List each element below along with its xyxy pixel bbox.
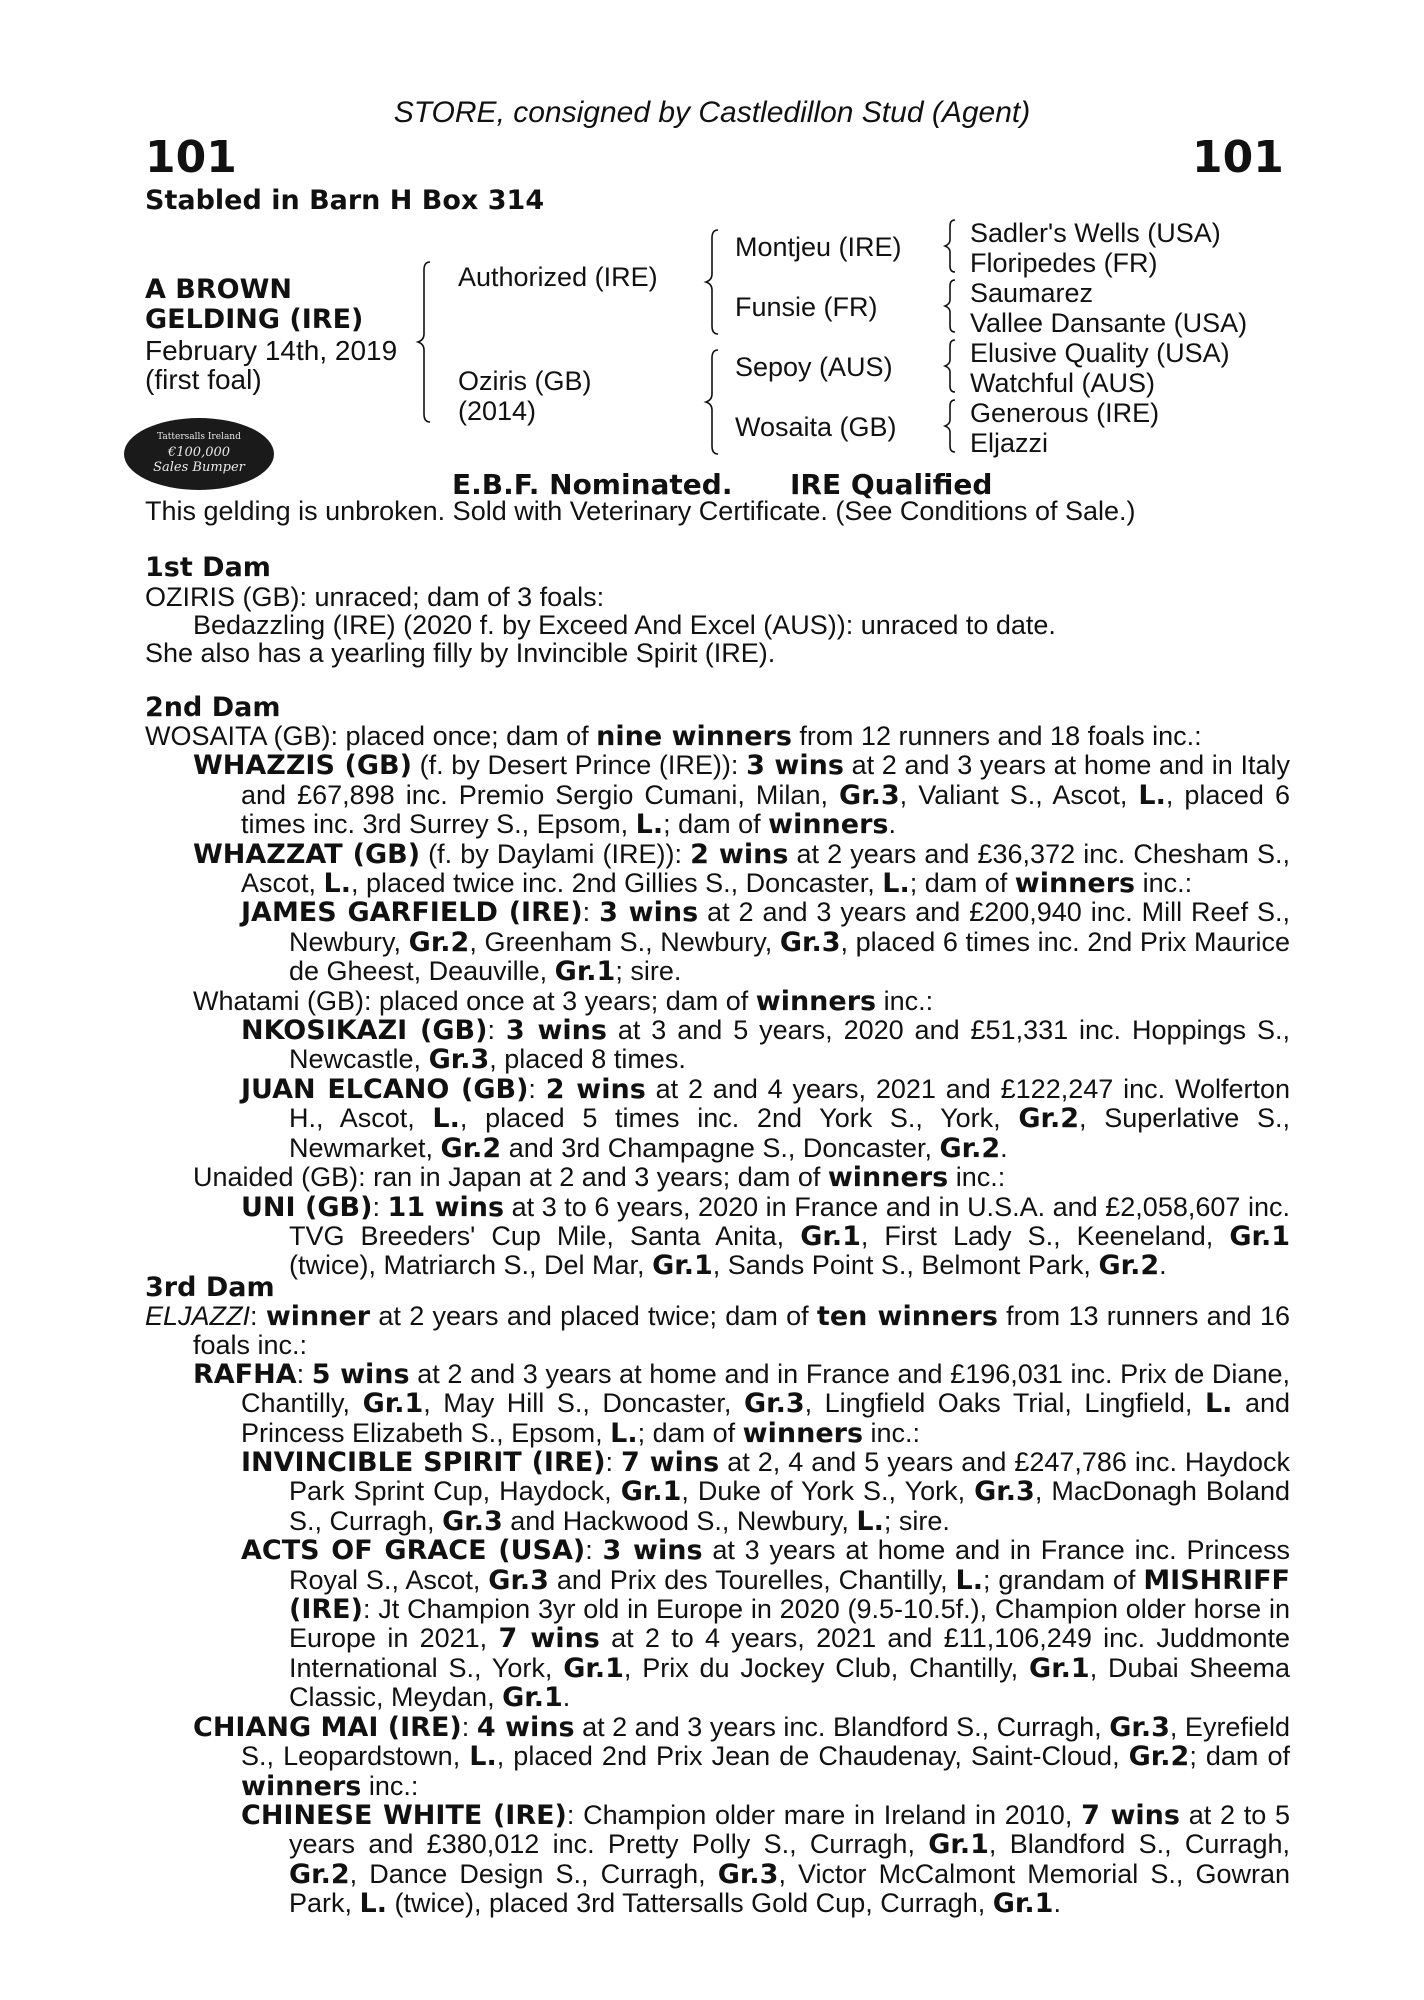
- dam-sire: Sepoy (AUS): [735, 352, 893, 382]
- ggs-2: Floripedes (FR): [970, 248, 1158, 278]
- dam: Oziris (GB): [458, 366, 592, 396]
- dam-dam: Wosaita (GB): [735, 412, 897, 442]
- sales-bumper-logo: [124, 418, 274, 490]
- ggs-5: Elusive Quality (USA): [970, 338, 1230, 368]
- ebf-nominated: E.B.F. Nominated.: [452, 468, 733, 501]
- entry-whazzis: WHAZZIS (GB) (f. by Desert Prince (IRE)): 3 wins at 2 and 3 years at home and in Italy and £67,898 inc. Premio Sergio Cumani, Milan, Gr.3, Valiant S., Ascot, L., placed 6 times inc. 3rd Surrey S., Epsom, L.; dam of winners.: [193, 750, 1290, 841]
- third-dam-heading: 3rd Dam: [145, 1272, 275, 1303]
- logo-top-text: Tattersalls Ireland: [157, 432, 241, 442]
- foaling-date: February 14th, 2019: [145, 335, 398, 366]
- ggs-1: Sadler's Wells (USA): [970, 218, 1221, 248]
- horse-description-line1: A BROWN: [145, 274, 292, 305]
- brace-g1: [945, 220, 955, 272]
- foal-note: (first foal): [145, 364, 262, 395]
- ggs-6: Watchful (AUS): [970, 368, 1156, 398]
- entry-james-garfield: JAMES GARFIELD (IRE): 3 wins at 2 and 3 years and £200,940 inc. Mill Reef S., Newbury, Gr.2, Greenham S., Newbury, Gr.3, placed 6 times inc. 2nd Prix Maurice de Gheest, Deauville, Gr.1; sire.: [241, 897, 1290, 988]
- brace-g4: [945, 400, 955, 452]
- lot-number-left: 101: [145, 132, 237, 183]
- first-dam-also: She also has a yearling filly by Invincible Spirit (IRE).: [145, 638, 776, 668]
- horse-description-line2: GELDING (IRE): [145, 304, 364, 335]
- entry-juan-elcano: JUAN ELCANO (GB): 2 wins at 2 and 4 years, 2021 and £122,247 inc. Wolferton H., Ascot, L., placed 5 times inc. 2nd York S., York, Gr.2, Superlative S., Newmarket, Gr.2 and 3rd Champagne S., Doncaster, Gr.2.: [241, 1073, 1290, 1164]
- logo-line1: €100,000: [167, 445, 231, 460]
- sire-dam: Funsie (FR): [735, 292, 878, 322]
- entry-chinese-white: CHINESE WHITE (IRE): Champion older mare in Ireland in 2010, 7 wins at 2 to 5 years and £380,012 inc. Pretty Polly S., Curragh, Gr.1, Blandford S., Curragh, Gr.2, Dance Design S., Curragh, Gr.3, Victor McCalmont Memorial S., Gowran Park, L. (twice), placed 3rd Tattersalls Gold Cup, Curragh, Gr.1.: [241, 1799, 1290, 1920]
- brace-main: [418, 262, 430, 422]
- second-dam-intro: WOSAITA (GB): placed once; dam of nine winners from 12 runners and 18 foals inc.:: [145, 721, 1202, 752]
- first-dam-foal: Bedazzling (IRE) (2020 f. by Exceed And Excel (AUS)): unraced to date.: [193, 610, 1056, 640]
- entry-rafha: RAFHA: 5 wins at 2 and 3 years at home and in France and £196,031 inc. Prix de Diane, Chantilly, Gr.1, May Hill S., Doncaster, Gr.3, Lingfield Oaks Trial, Lingfield, L. and Princess Elizabeth S., Epsom, L.; dam of winners inc.:: [193, 1358, 1290, 1449]
- ggs-4: Vallee Dansante (USA): [970, 308, 1248, 338]
- entry-acts-of-grace: ACTS OF GRACE (USA): 3 wins at 3 years at home and in France inc. Princess Royal S., Ascot, Gr.3 and Prix des Tourelles, Chantilly, L.; grandam of MISHRIFF (IRE): Jt Champion 3yr old in Europe in 2020 (9.5-10.5f.), Champion older horse in Europe in 2021, 7 wins at 2 to 4 years, 2021 and £11,106,249 inc. Juddmonte International S., York, Gr.1, Prix du Jockey Club, Chantilly, Gr.1, Dubai Sheema Classic, Meydan, Gr.1.: [241, 1535, 1290, 1714]
- consignment-line: STORE, consigned by Castledillon Stud (Agent): [393, 96, 1031, 129]
- entry-nkosikazi: NKOSIKAZI (GB): 3 wins at 3 and 5 years, 2020 and £51,331 inc. Hoppings S., Newcastle, Gr.3, placed 8 times.: [241, 1015, 1290, 1076]
- lot-number-right: 101: [1192, 132, 1284, 183]
- entry-whazzat: WHAZZAT (GB) (f. by Daylami (IRE)): 2 wins at 2 years and £36,372 inc. Chesham S., Ascot, L., placed twice inc. 2nd Gillies S., Doncaster, L.; dam of winners inc.:: [193, 838, 1290, 900]
- entry-chiang-mai: CHIANG MAI (IRE): 4 wins at 2 and 3 years inc. Blandford S., Curragh, Gr.3, Eyrefield S., Leopardstown, L., placed 2nd Prix Jean de Chaudenay, Saint-Cloud, Gr.2; dam of winners inc.:: [193, 1711, 1290, 1802]
- sire-sire: Montjeu (IRE): [735, 232, 902, 262]
- entry-invincible-spirit: INVINCIBLE SPIRIT (IRE): 7 wins at 2, 4 and 5 years and £247,786 inc. Haydock Park Sprint Cup, Haydock, Gr.1, Duke of York S., York, Gr.3, MacDonagh Boland S., Curragh, Gr.3 and Hackwood S., Newbury, L.; sire.: [241, 1447, 1291, 1537]
- ggs-8: Eljazzi: [970, 428, 1049, 458]
- brace-g3: [945, 340, 955, 392]
- first-dam-intro: OZIRIS (GB): unraced; dam of 3 foals:: [145, 582, 605, 612]
- second-dam-heading: 2nd Dam: [145, 692, 281, 723]
- ggs-3: Saumarez: [970, 278, 1094, 308]
- third-dam-body: [145, 1302, 1290, 1919]
- entry-unaided: Unaided (GB): ran in Japan at 2 and 3 years; dam of winners inc.:: [193, 1162, 1006, 1194]
- ire-qualified: IRE Qualified: [790, 468, 993, 501]
- stabled-info: Stabled in Barn H Box 314: [145, 185, 545, 216]
- sire: Authorized (IRE): [458, 262, 658, 292]
- unbroken-note: This gelding is unbroken. Sold with Veterinary Certificate. (See Conditions of Sale.): [145, 496, 1136, 526]
- brace-g2: [945, 280, 955, 332]
- third-dam-intro: ELJAZZI: winner at 2 years and placed twice; dam of ten winners from 13 runners and 16 foals inc.:: [145, 1301, 1290, 1361]
- second-dam-body: [145, 722, 1290, 1281]
- dam-year: (2014): [458, 396, 537, 426]
- entry-whatami: Whatami (GB): placed once at 3 years; dam of winners inc.:: [193, 985, 934, 1017]
- brace-sire: [706, 230, 718, 334]
- logo-line2: Sales Bumper: [153, 460, 245, 475]
- ggs-7: Generous (IRE): [970, 398, 1160, 428]
- brace-dam: [706, 350, 718, 454]
- entry-uni: UNI (GB): 11 wins at 3 to 6 years, 2020 in France and in U.S.A. and £2,058,607 inc. TVG Breeders' Cup Mile, Santa Anita, Gr.1, First Lady S., Keeneland, Gr.1 (twice), Matriarch S., Del Mar, Gr.1, Sands Point S., Belmont Park, Gr.2.: [241, 1191, 1290, 1282]
- first-dam-heading: 1st Dam: [145, 552, 271, 583]
